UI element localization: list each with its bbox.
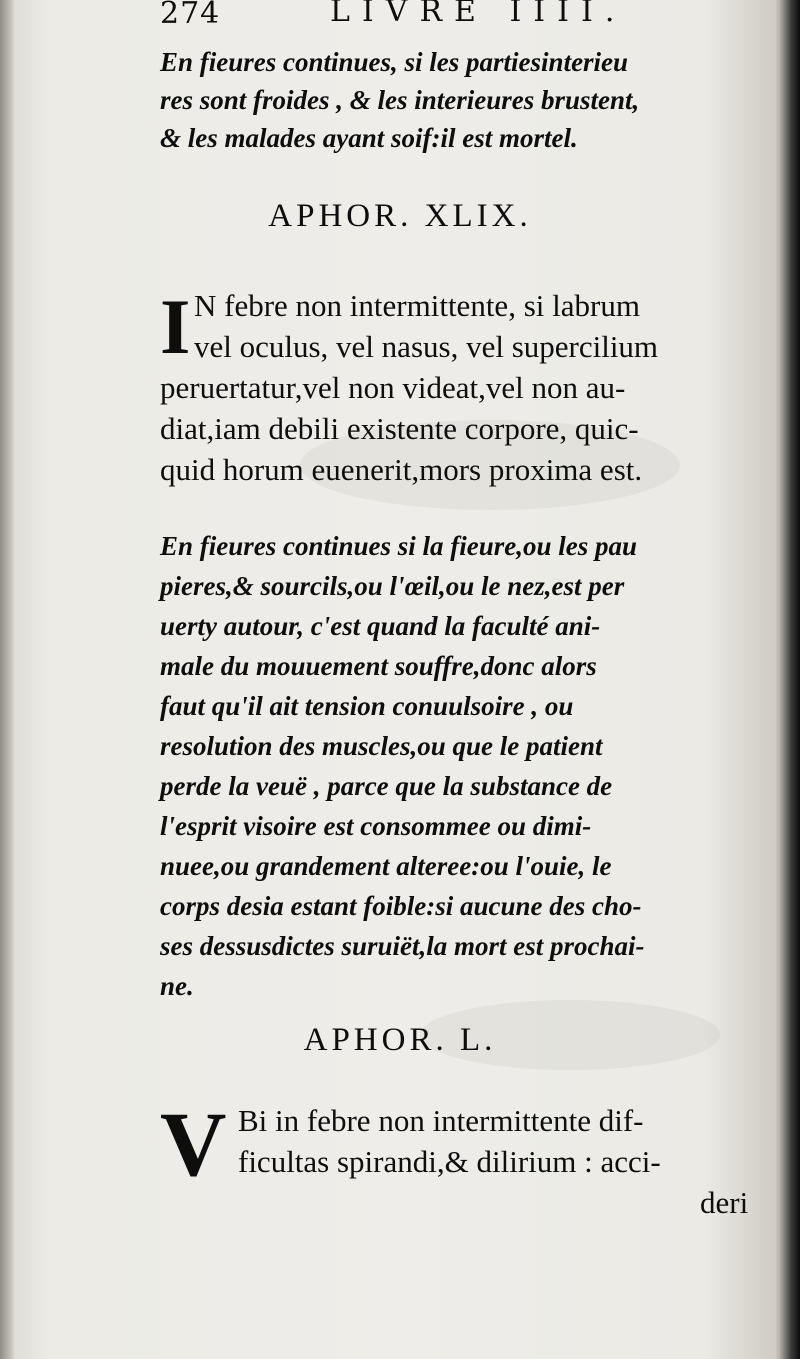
text-line: male du mouuement souffre,donc alors — [160, 651, 597, 681]
text-line: nuee,ou grandement alteree:ou l'ouie, le — [160, 851, 612, 881]
latin-line: deri — [700, 1185, 749, 1220]
latin-line: peruertatur,vel non videat,vel non au- — [160, 370, 626, 405]
latin-line: diat,iam debili existente corpore, quic- — [160, 411, 639, 446]
text-line: perde la veuë , parce que la substance de — [160, 771, 613, 801]
text-line: resolution des muscles,ou que le patient — [160, 731, 603, 761]
latin-line: N febre non intermittente, si labrum — [194, 288, 640, 323]
text-line: faut qu'il ait tension conuulsoire , ou — [160, 691, 574, 721]
text-line: ses dessusdictes suruiët,la mort est prochai- — [160, 931, 645, 961]
text-line: En fieures continues, si les partiesinterieu — [160, 47, 629, 77]
aphorism-heading: APHOR. XLIX. — [268, 198, 532, 234]
page-number: 274 — [160, 0, 221, 31]
text-line: res sont froides , & les interieures brustent, — [160, 85, 640, 115]
text-line: corps desia estant foible:si aucune des cho- — [160, 891, 642, 921]
latin-line: quid horum euenerit,mors proxima est. — [160, 452, 643, 487]
drop-cap: I — [160, 283, 191, 370]
text-line: l'esprit visoire est consommee ou dimi- — [160, 811, 592, 841]
text-line: pieres,& sourcils,ou l'œil,ou le nez,est per — [160, 571, 625, 601]
text-line: uerty autour, c'est quand la faculté ani- — [160, 611, 601, 641]
latin-line: Bi in febre non intermittente dif- — [238, 1103, 644, 1138]
text-line: En fieures continues si la fieure,ou les pau — [160, 531, 638, 561]
running-title: LIVRE IIII. — [330, 0, 627, 29]
latin-line: vel oculus, vel nasus, vel supercilium — [194, 329, 659, 364]
text-line: ne. — [160, 971, 194, 1001]
latin-line: ficultas spirandi,& dilirium : acci- — [238, 1144, 661, 1179]
aphorism-heading: APHOR. L. — [303, 1022, 497, 1058]
running-header — [160, 0, 770, 40]
drop-cap: V — [160, 1093, 227, 1195]
text-line: & les malades ayant soif:il est mortel. — [160, 123, 578, 153]
